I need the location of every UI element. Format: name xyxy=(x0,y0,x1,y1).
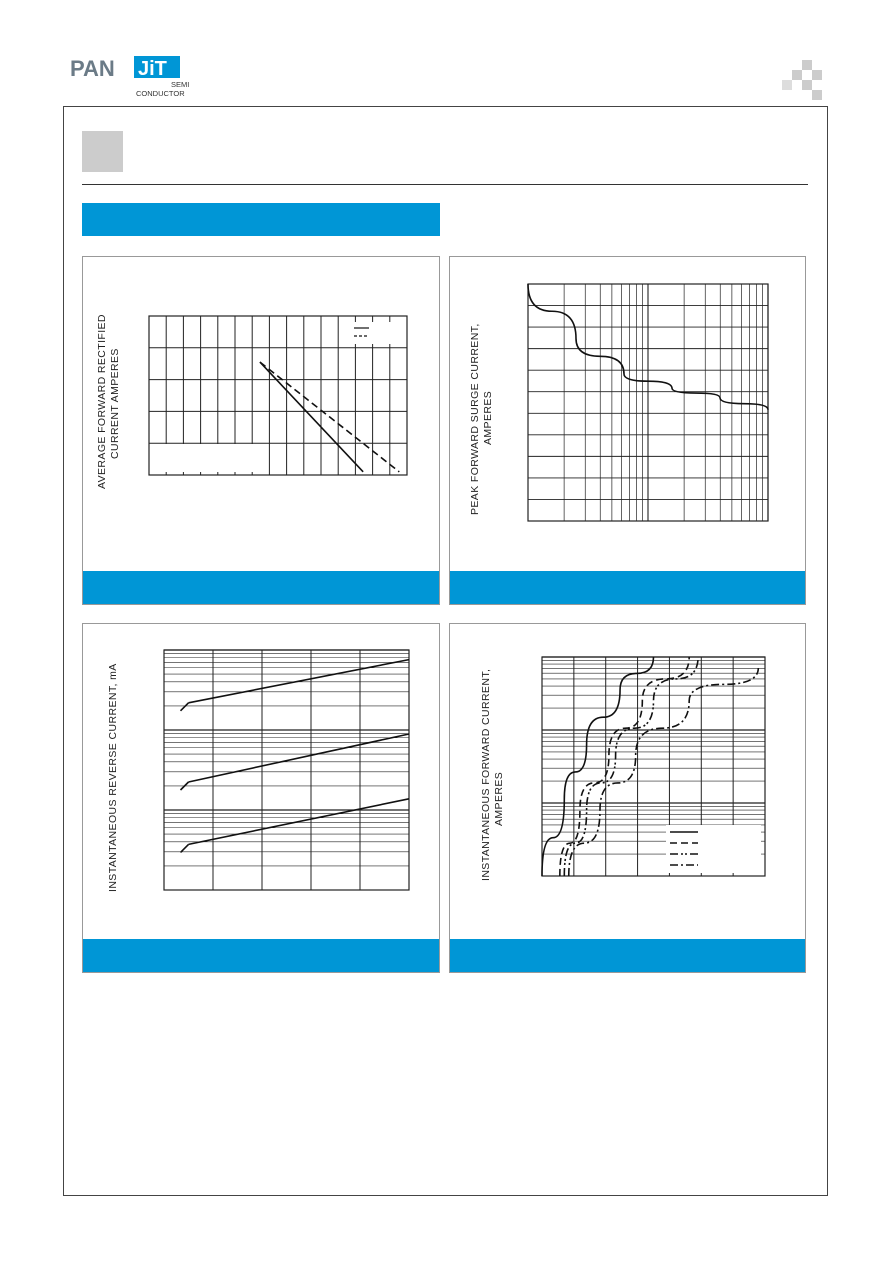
chart-panel-forward xyxy=(449,623,806,973)
plot-border xyxy=(164,650,409,890)
chart-caption-bar xyxy=(450,571,805,604)
chart-caption-bar xyxy=(450,939,805,972)
series-start-hook xyxy=(181,844,189,852)
series-line-solid xyxy=(189,660,410,703)
title-divider xyxy=(82,184,808,185)
chart-caption-bar xyxy=(83,571,439,604)
series-line-dashed xyxy=(260,362,399,472)
forward-ylabel-line1: INSTANTANEOUS FORWARD CURRENT, xyxy=(480,668,492,881)
reverse-ylabel: INSTANTANEOUS REVERSE CURRENT, mA xyxy=(107,663,119,892)
spacer xyxy=(314,686,374,687)
series-line-solid xyxy=(542,657,654,876)
section-marker-box xyxy=(82,131,123,172)
chart-panel-reverse xyxy=(82,623,440,973)
logo-conductor-text: CONDUCTOR xyxy=(136,89,185,98)
surge-plot-area xyxy=(528,284,768,521)
surge-ylabel-line1: PEAK FORWARD SURGE CURRENT, xyxy=(469,323,481,515)
reverse-plot-area xyxy=(164,650,409,890)
label-mask xyxy=(151,444,261,472)
series-line-solid xyxy=(260,362,363,472)
logo-jit-text: JiT xyxy=(138,58,167,80)
logo-semi-text: SEMI xyxy=(171,80,190,89)
chart-caption-bar xyxy=(83,939,439,972)
spacer xyxy=(314,686,374,687)
series-line-solid xyxy=(189,734,410,782)
chart-panel-surge xyxy=(449,256,806,605)
chart-panel-derating xyxy=(82,256,440,605)
derating-ylabel-line1: AVERAGE FORWARD RECTIFIED xyxy=(96,314,108,489)
derating-chart xyxy=(83,257,439,604)
forward-plot-area xyxy=(542,657,765,876)
reverse-chart xyxy=(83,624,439,972)
legend-box xyxy=(349,322,403,344)
derating-plot-area xyxy=(149,316,407,475)
panjit-logo xyxy=(70,54,200,98)
surge-chart xyxy=(450,257,805,604)
logo-pan-text: PAN xyxy=(70,56,115,81)
series-line-solid xyxy=(189,799,410,845)
forward-chart xyxy=(450,624,805,972)
series-start-hook xyxy=(181,703,189,711)
spacer xyxy=(314,686,374,687)
forward-ylabel-line2: AMPERES xyxy=(493,771,505,826)
surge-ylabel-line2: AMPERES xyxy=(482,390,494,445)
corner-checker-icon xyxy=(782,60,822,100)
section-banner xyxy=(82,203,440,236)
derating-ylabel-line2: CURRENT AMPERES xyxy=(109,348,121,459)
